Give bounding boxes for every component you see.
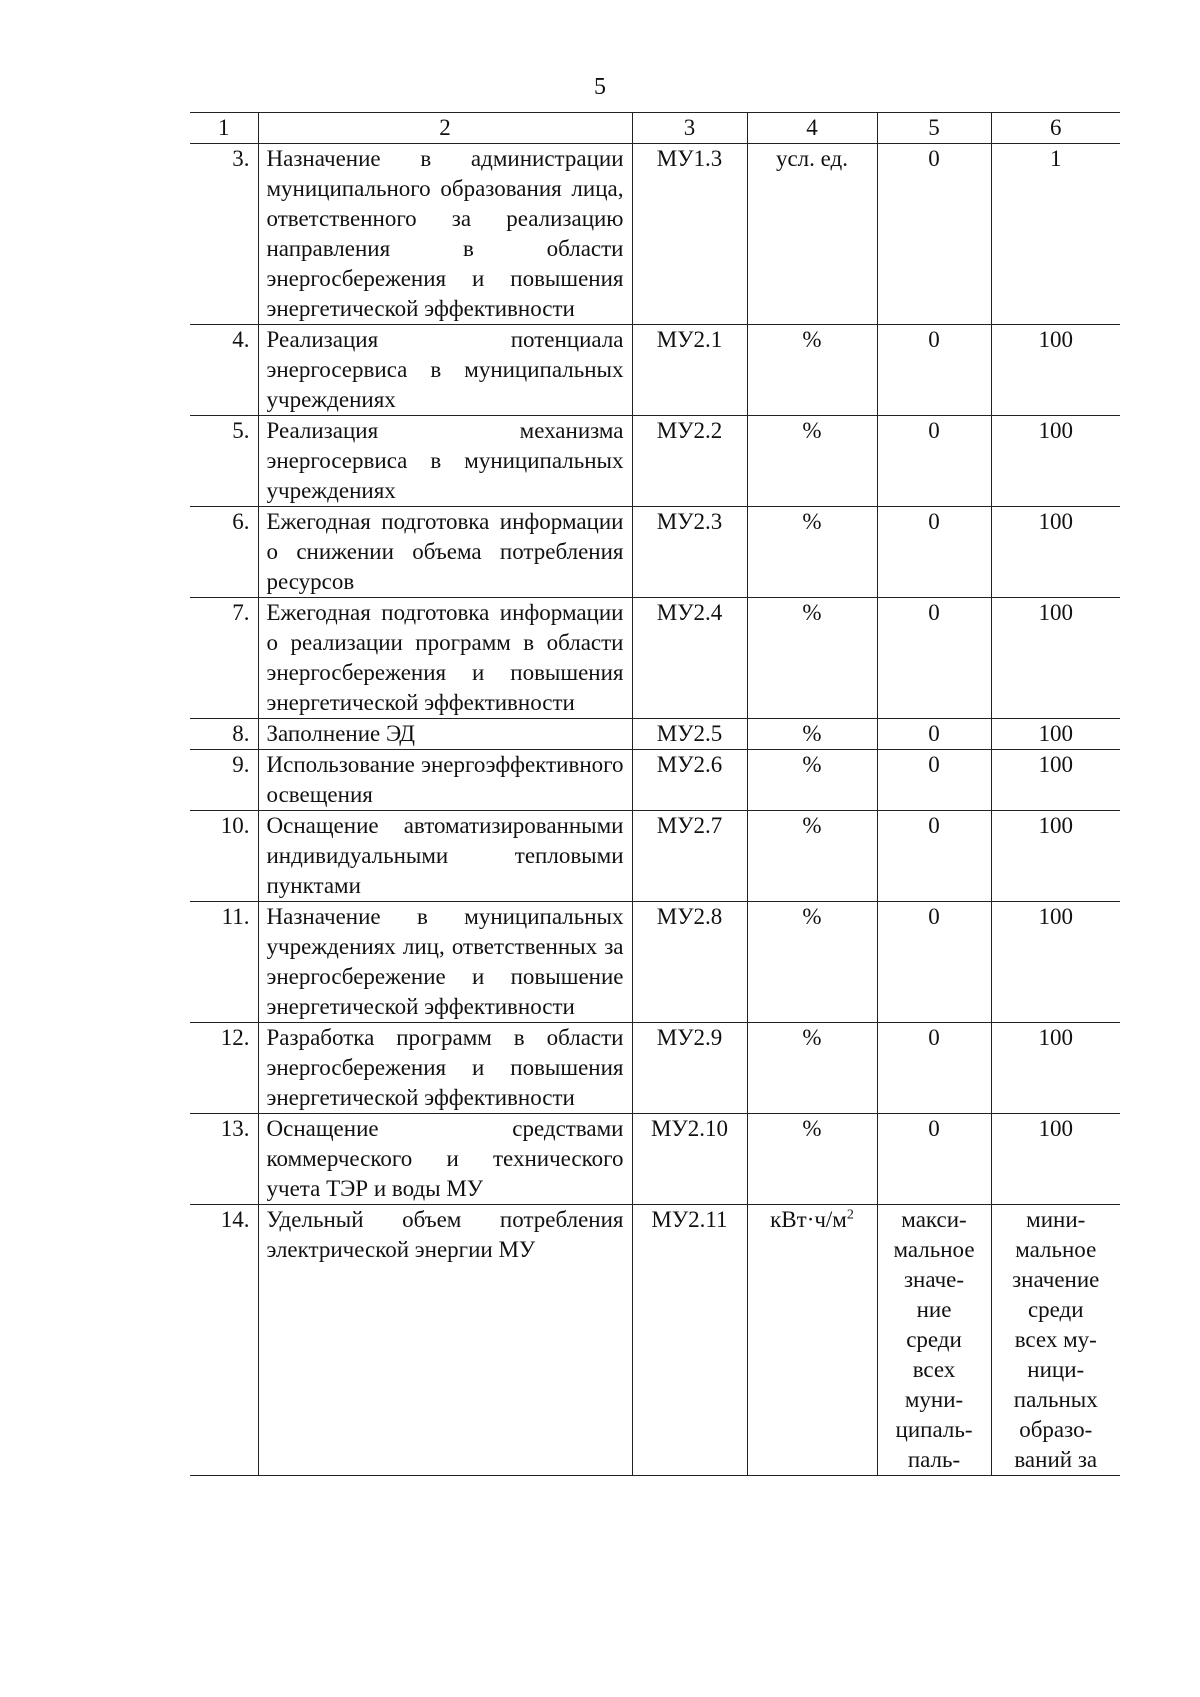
indicator-name: Ежегодная подготовка информации о снижении объема потребления ресурсов (258, 507, 632, 598)
indicator-unit: % (747, 902, 877, 1023)
value-col5: 0 (877, 1023, 991, 1114)
indicator-code: МУ2.1 (632, 325, 747, 416)
indicator-code: МУ2.4 (632, 598, 747, 719)
indicator-name: Оснащение автоматизированными индивидуальными тепловыми пунктами (258, 811, 632, 902)
indicator-unit: % (747, 507, 877, 598)
row-number: 7. (190, 598, 258, 719)
value-col5: 0 (877, 507, 991, 598)
indicator-name: Удельный объем потребления электрической энергии МУ (258, 1205, 632, 1476)
table-row (190, 1205, 1120, 1476)
table-row (190, 750, 1120, 811)
indicator-code: МУ2.3 (632, 507, 747, 598)
value-col5: 0 (877, 325, 991, 416)
indicator-code: МУ2.6 (632, 750, 747, 811)
indicator-name: Назначение в муниципальных учреждениях лиц, ответственных за энергосбережение и повышение энергетической эффективности (258, 902, 632, 1023)
indicator-name: Использование энергоэффективного освещения (258, 750, 632, 811)
indicator-unit (747, 1205, 877, 1476)
table-row (190, 1114, 1120, 1205)
indicator-code: МУ2.10 (632, 1114, 747, 1205)
column-header-5: 5 (877, 113, 991, 144)
value-col5: 0 (877, 750, 991, 811)
value-col5: макси- мальное значе- ние среди всех муни- ципаль- паль- (877, 1205, 991, 1476)
indicator-code: МУ2.11 (632, 1205, 747, 1476)
indicator-unit: % (747, 750, 877, 811)
row-number: 12. (190, 1023, 258, 1114)
indicator-unit: % (747, 598, 877, 719)
indicators-table (190, 112, 1120, 1476)
indicator-code: МУ2.8 (632, 902, 747, 1023)
row-number: 8. (190, 719, 258, 750)
row-number: 6. (190, 507, 258, 598)
value-col5: 0 (877, 416, 991, 507)
value-col5: 0 (877, 1114, 991, 1205)
value-col6: 100 (991, 416, 1120, 507)
table-row (190, 719, 1120, 750)
table-header-row (190, 113, 1120, 144)
value-col6: 100 (991, 598, 1120, 719)
indicator-name: Реализация потенциала энергосервиса в муниципальных учреждениях (258, 325, 632, 416)
table-row (190, 507, 1120, 598)
indicator-code: МУ2.7 (632, 811, 747, 902)
indicator-unit: % (747, 416, 877, 507)
indicator-code: МУ2.2 (632, 416, 747, 507)
value-col6: 100 (991, 507, 1120, 598)
table-row (190, 416, 1120, 507)
indicator-name: Назначение в администрации муниципального образования лица, ответственного за реализацию направления в области энергосбережения и повышения энергетической эффективности (258, 144, 632, 325)
indicator-code: МУ2.5 (632, 719, 747, 750)
indicator-name: Реализация механизма энергосервиса в муниципальных учреждениях (258, 416, 632, 507)
indicator-unit: % (747, 1114, 877, 1205)
value-col6: 100 (991, 325, 1120, 416)
column-header-6: 6 (991, 113, 1120, 144)
unit-superscript: 2 (846, 1207, 854, 1223)
row-number: 11. (190, 902, 258, 1023)
unit-base: кВт·ч/м (770, 1207, 847, 1232)
indicator-code: МУ1.3 (632, 144, 747, 325)
table-row (190, 325, 1120, 416)
value-col6: 100 (991, 719, 1120, 750)
indicator-code: МУ2.9 (632, 1023, 747, 1114)
column-header-1: 1 (190, 113, 258, 144)
column-header-4: 4 (747, 113, 877, 144)
column-header-2: 2 (258, 113, 632, 144)
indicator-name: Разработка программ в области энергосбережения и повышения энергетической эффективности (258, 1023, 632, 1114)
value-col5: 0 (877, 598, 991, 719)
value-col5: 0 (877, 902, 991, 1023)
indicator-name: Ежегодная подготовка информации о реализации программ в области энергосбережения и повышения энергетической эффективности (258, 598, 632, 719)
column-header-3: 3 (632, 113, 747, 144)
row-number: 14. (190, 1205, 258, 1476)
indicator-unit: % (747, 811, 877, 902)
indicator-unit: % (747, 1023, 877, 1114)
value-col6: 100 (991, 1114, 1120, 1205)
row-number: 3. (190, 144, 258, 325)
table-row (190, 1023, 1120, 1114)
row-number: 13. (190, 1114, 258, 1205)
value-col6: 100 (991, 1023, 1120, 1114)
value-col6: 1 (991, 144, 1120, 325)
value-col5: 0 (877, 719, 991, 750)
indicator-name: Заполнение ЭД (258, 719, 632, 750)
row-number: 4. (190, 325, 258, 416)
row-number: 9. (190, 750, 258, 811)
value-col6: мини- мальное значение среди всех му- ници- пальных образо- ваний за (991, 1205, 1120, 1476)
table-row (190, 144, 1120, 325)
value-col6: 100 (991, 811, 1120, 902)
value-col5: 0 (877, 144, 991, 325)
table-row (190, 902, 1120, 1023)
value-col5: 0 (877, 811, 991, 902)
indicator-unit: % (747, 325, 877, 416)
indicator-unit: усл. ед. (747, 144, 877, 325)
row-number: 10. (190, 811, 258, 902)
value-col6: 100 (991, 750, 1120, 811)
page-number: 5 (594, 74, 606, 100)
indicator-name: Оснащение средствами коммерческого и технического учета ТЭР и воды МУ (258, 1114, 632, 1205)
table-row (190, 811, 1120, 902)
row-number: 5. (190, 416, 258, 507)
value-col6: 100 (991, 902, 1120, 1023)
indicator-unit: % (747, 719, 877, 750)
table-row (190, 598, 1120, 719)
